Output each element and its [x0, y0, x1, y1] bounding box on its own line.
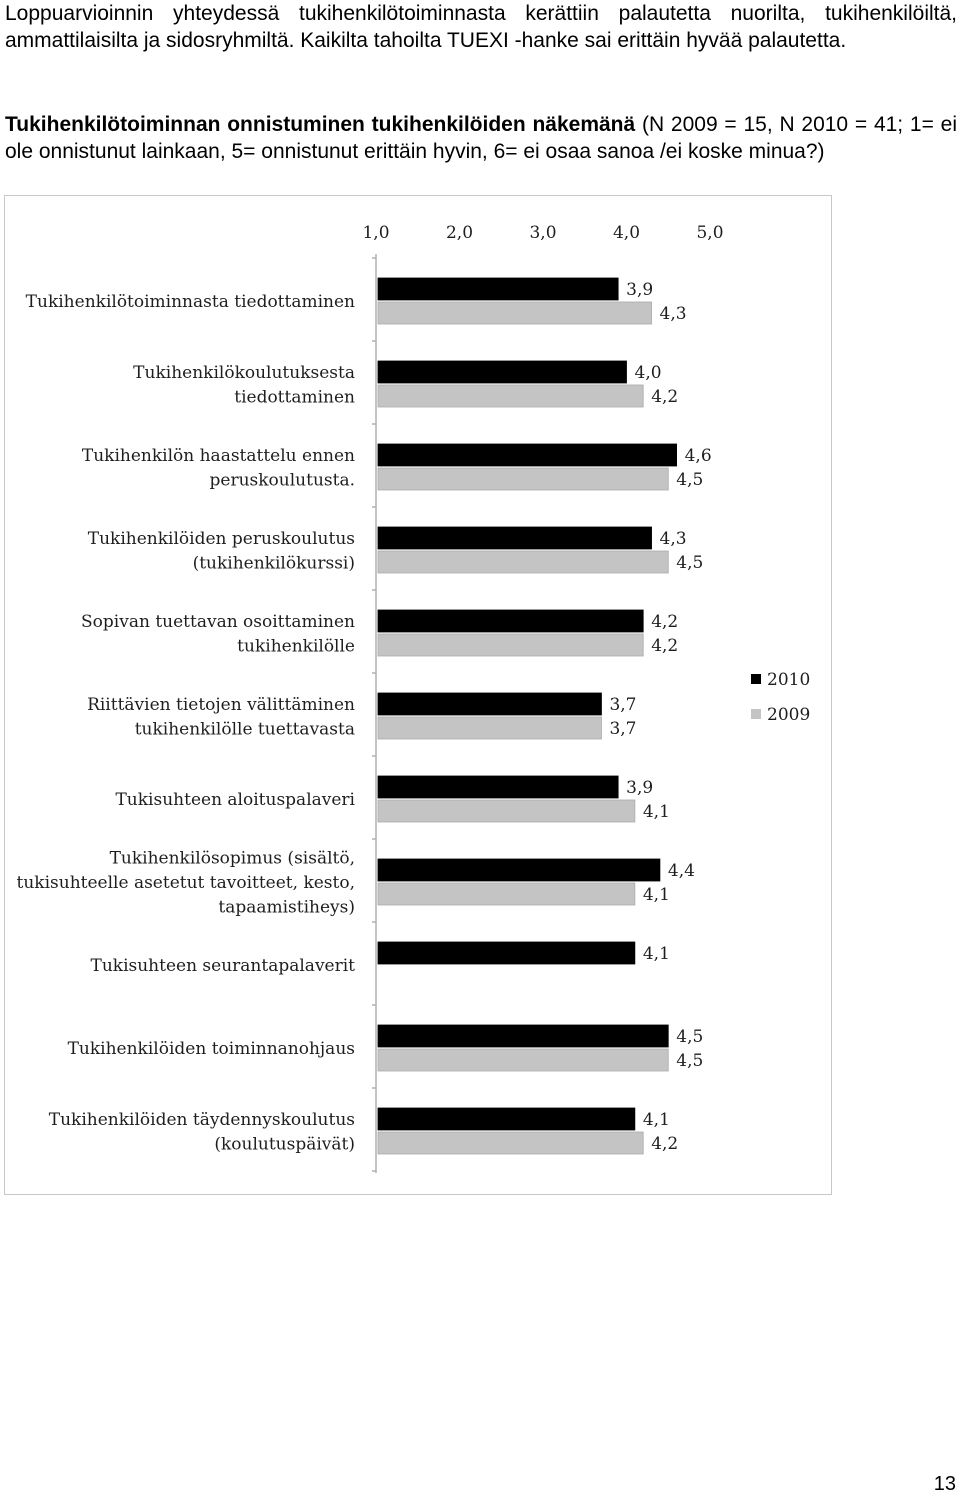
- data-label-2010: 4,0: [634, 363, 662, 383]
- bar-2010: [378, 444, 677, 466]
- bar-2009: [378, 1132, 643, 1154]
- legend-label-2010: 2010: [767, 670, 811, 690]
- bar-2010: [378, 1108, 635, 1130]
- data-label-2009: 4,1: [642, 802, 670, 822]
- data-label-2010: 4,3: [659, 529, 687, 549]
- bar-2009: [378, 468, 668, 490]
- category-label: Tukihenkilösopimus (sisältö,: [109, 848, 355, 869]
- category-label: tukisuhteelle asetetut tavoitteet, kesto,: [16, 873, 355, 893]
- bar-2010: [378, 693, 601, 715]
- x-tick-label: 5,0: [696, 223, 724, 243]
- bar-2010: [378, 361, 627, 383]
- legend-swatch-2010: [751, 674, 761, 684]
- data-label-2010: 4,4: [667, 861, 695, 881]
- x-tick-label: 4,0: [612, 223, 641, 243]
- bar-2009: [378, 717, 601, 739]
- data-label-2010: 4,6: [684, 446, 712, 466]
- category-label: Tukihenkilöiden täydennyskoulutus: [48, 1109, 355, 1130]
- bar-chart: [5, 196, 831, 1194]
- chart-frame: [4, 195, 832, 1195]
- bar-2010: [378, 527, 652, 549]
- data-label-2009: 3,7: [609, 719, 637, 739]
- chart-caption: [5, 111, 957, 165]
- category-label: (koulutuspäivät): [214, 1134, 355, 1155]
- data-label-2010: 4,5: [676, 1027, 704, 1047]
- category-label: tapaamistiheys): [218, 897, 355, 918]
- data-label-2010: 3,9: [626, 280, 654, 300]
- category-label: Tukihenkilöiden toiminnanohjaus: [67, 1039, 355, 1059]
- x-tick-label: 2,0: [445, 223, 474, 243]
- data-label-2009: 4,2: [651, 636, 679, 656]
- legend-label-2009: 2009: [767, 705, 811, 725]
- bar-2009: [378, 302, 652, 324]
- data-label-2010: 4,1: [642, 944, 670, 964]
- bar-2010: [378, 859, 660, 881]
- category-label: tukihenkilölle tuettavasta: [134, 719, 355, 740]
- data-label-2010: 3,7: [609, 695, 637, 715]
- caption-title: Tukihenkilötoiminnan onnistuminen tukihenkilöiden näkemänä: [5, 113, 636, 136]
- caption-details: (N 2009 = 15, N 2010 = 41; 1= ei ole onnistunut lainkaan, 5= onnistunut erittäin hyvin, 6= ei osaa sanoa /ei koske minua?): [5, 113, 957, 163]
- category-label: (tukihenkilökurssi): [192, 553, 355, 574]
- category-label: Tukisuhteen aloituspalaveri: [115, 790, 355, 810]
- bar-2009: [378, 634, 643, 656]
- data-label-2009: 4,5: [676, 553, 704, 573]
- bar-2009: [378, 800, 635, 822]
- data-label-2010: 3,9: [626, 778, 654, 798]
- bar-2010: [378, 1025, 668, 1047]
- bar-2009: [378, 1049, 668, 1071]
- category-label: Tukihenkilötoiminnasta tiedottaminen: [25, 292, 355, 312]
- x-tick-label: 3,0: [529, 223, 557, 243]
- bar-2009: [378, 551, 668, 573]
- data-label-2009: 4,2: [651, 387, 679, 407]
- category-label: Tukihenkilökoulutuksesta: [133, 362, 355, 383]
- data-label-2010: 4,1: [642, 1110, 670, 1130]
- data-label-2010: 4,2: [651, 612, 679, 632]
- bar-2010: [378, 776, 618, 798]
- category-label: Tukihenkilöiden peruskoulutus: [87, 528, 355, 549]
- data-label-2009: 4,5: [676, 1051, 704, 1071]
- category-label: tiedottaminen: [234, 387, 355, 408]
- intro-paragraph: Loppuarvioinnin yhteydessä tukihenkilötoiminnasta kerättiin palautetta nuorilta, tukihenkilöiltä, ammattilaisilta ja sidosryhmiltä. Kaikilta tahoilta TUEXI -hanke sai erittäin hyvää palautetta.: [5, 2, 957, 52]
- bar-2009: [378, 385, 643, 407]
- category-label: tukihenkilölle: [237, 636, 355, 657]
- x-tick-label: 1,0: [362, 223, 390, 243]
- bar-2010: [378, 278, 618, 300]
- category-label: peruskoulutusta.: [209, 470, 355, 491]
- category-label: Riittävien tietojen välittäminen: [87, 694, 355, 715]
- category-label: Tukisuhteen seurantapalaverit: [90, 956, 355, 976]
- bar-2010: [378, 610, 643, 632]
- category-label: Tukihenkilön haastattelu ennen: [81, 445, 355, 466]
- page-number: 13: [933, 1473, 956, 1495]
- data-label-2009: 4,3: [659, 304, 687, 324]
- data-label-2009: 4,2: [651, 1134, 679, 1154]
- bar-2010: [378, 942, 635, 964]
- data-label-2009: 4,1: [642, 885, 670, 905]
- category-label: Sopivan tuettavan osoittaminen: [81, 611, 355, 632]
- legend-swatch-2009: [751, 709, 761, 719]
- bar-2009: [378, 883, 635, 905]
- data-label-2009: 4,5: [676, 470, 704, 490]
